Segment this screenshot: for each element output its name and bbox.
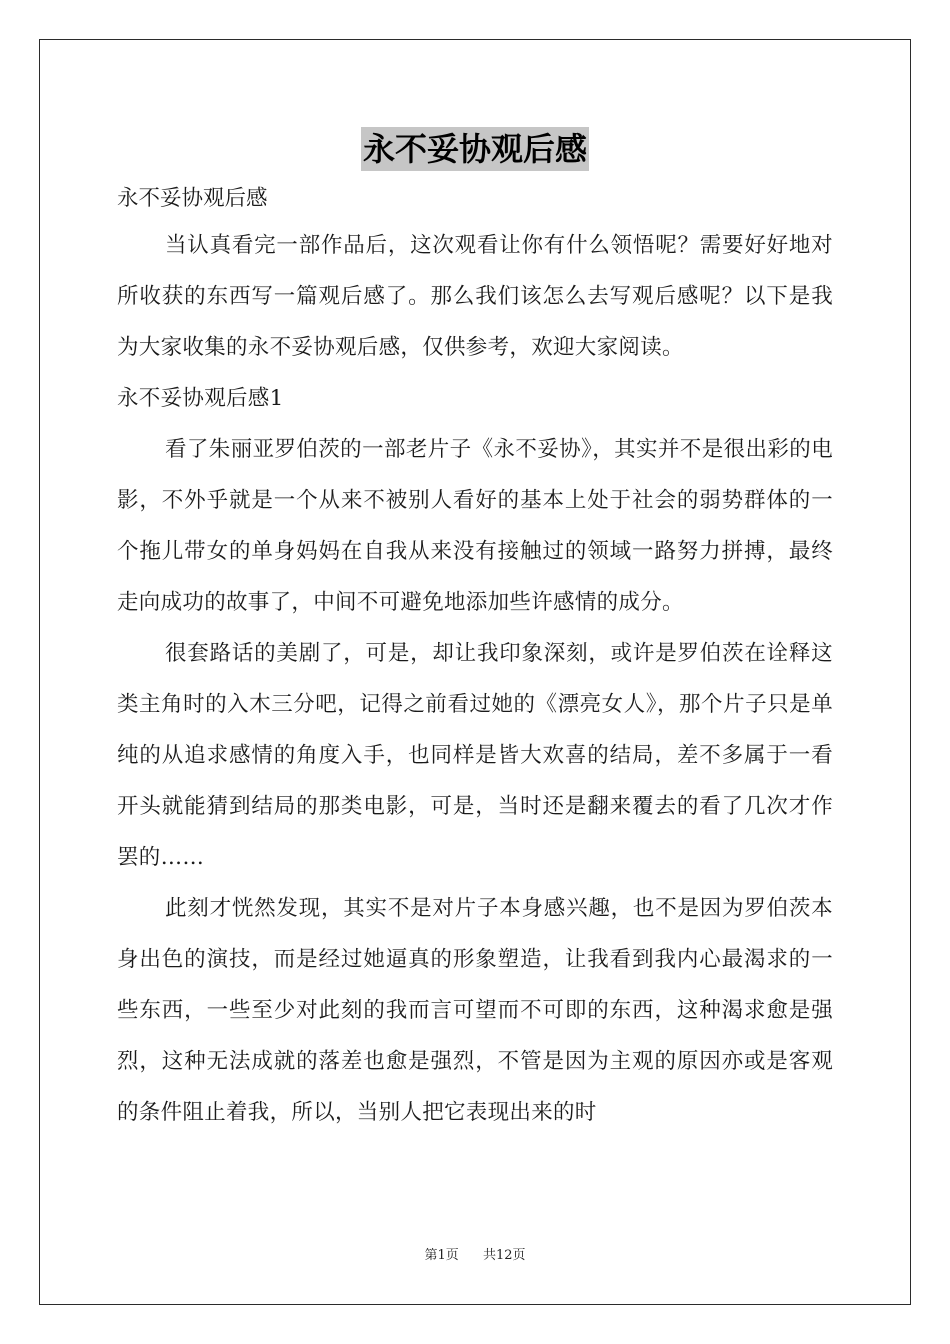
page-number: 第1页 — [424, 1248, 459, 1263]
page-footer — [0, 1244, 950, 1263]
section-heading: 永不妥协观后感1 — [117, 386, 284, 411]
body-paragraph: 此刻才恍然发现，其实不是对片子本身感兴趣，也不是因为罗伯茨本身出色的演技，而是经过她逼真的形象塑造，让我看到我内心最渴求的一些东西，一些至少对此刻的我而言可望而不可即的东西，这种渴求愈是强烈，这种无法成就的落差也愈是强烈，不管是因为主观的原因亦或是客观的条件阻止着我，所以，当别人把它表现出来的时 — [117, 896, 833, 1125]
intro-paragraph: 当认真看完一部作品后，这次观看让你有什么领悟呢？需要好好地对所收获的东西写一篇观后感了。那么我们该怎么去写观后感呢？以下是我为大家收集的永不妥协观后感，仅供参考，欢迎大家阅读。 — [117, 233, 833, 360]
document-body — [117, 180, 833, 1138]
body-paragraph: 很套路话的美剧了，可是，却让我印象深刻，或许是罗伯茨在诠释这类主角时的入木三分吧，记得之前看过她的《漂亮女人》，那个片子只是单纯的从追求感情的角度入手，也同样是皆大欢喜的结局，差不多属于一看开头就能猜到结局的那类电影，可是，当时还是翻来覆去的看了几次才作罢的…… — [117, 641, 833, 870]
body-paragraph: 看了朱丽亚罗伯茨的一部老片子《永不妥协》，其实并不是很出彩的电影，不外乎就是一个从来不被别人看好的基本上处于社会的弱势群体的一个拖儿带女的单身妈妈在自我从来没有接触过的领域一路努力拼搏，最终走向成功的故事了，中间不可避免地添加些许感情的成分。 — [117, 437, 833, 615]
page-total: 共12页 — [483, 1248, 526, 1263]
document-subtitle: 永不妥协观后感 — [117, 186, 268, 211]
title-container — [0, 127, 950, 171]
document-title: 永不妥协观后感 — [361, 127, 589, 171]
